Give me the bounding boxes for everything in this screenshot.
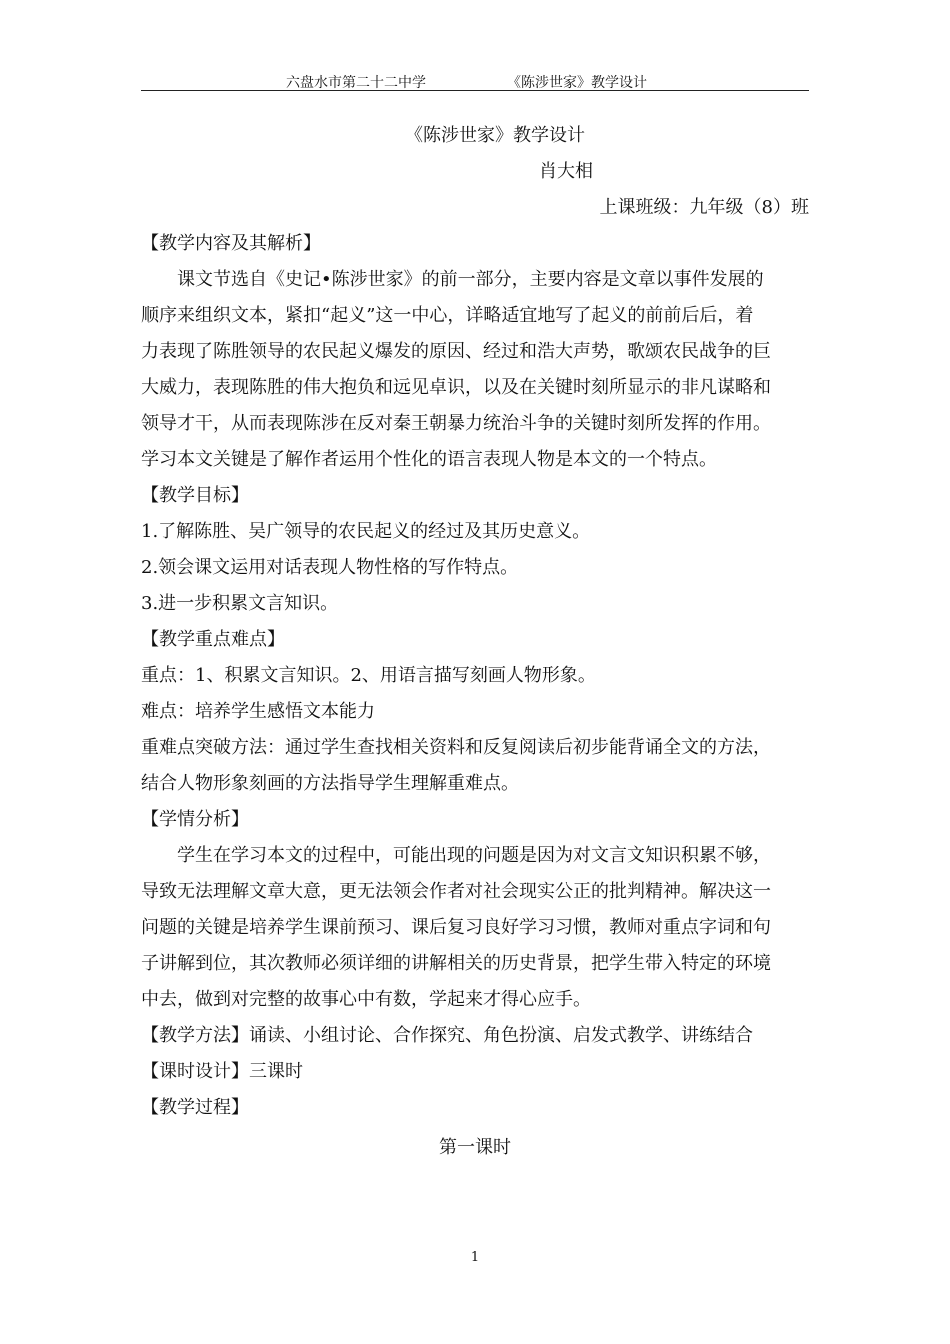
paragraph-line: 子讲解到位，其次教师必须详细的讲解相关的历史背景，把学生带入特定的环境	[141, 953, 771, 974]
paragraph-line: 领导才干，从而表现陈涉在反对秦王朝暴力统治斗争的关键时刻所发挥的作用。	[141, 413, 771, 434]
goal-item: 1.了解陈胜、吴广领导的农民起义的经过及其历史意义。	[141, 521, 591, 542]
page-number: 1	[470, 1250, 480, 1265]
header-school: 六盘水市第二十二中学	[286, 75, 426, 91]
paragraph-line: 问题的关键是培养学生课前预习、课后复习良好学习习惯，教师对重点字词和句	[141, 917, 771, 938]
lesson-design: 【课时设计】三课时	[141, 1061, 303, 1082]
page-header	[141, 72, 809, 91]
teaching-method: 【教学方法】诵读、小组讨论、合作探究、角色扮演、启发式教学、讲练结合	[141, 1025, 753, 1046]
paragraph-line: 顺序来组织文本，紧扣“起义”这一中心，详略适宜地写了起义的前前后后，着	[141, 305, 754, 326]
method-line: 重难点突破方法：通过学生查找相关资料和反复阅读后初步能背诵全文的方法，	[141, 737, 771, 758]
goal-item: 3.进一步积累文言知识。	[141, 593, 339, 614]
author: 肖大相	[539, 161, 593, 182]
section-heading-process: 【教学过程】	[141, 1097, 249, 1118]
section-heading-analysis: 【学情分析】	[141, 809, 249, 830]
paragraph-line: 导致无法理解文章大意，更无法领会作者对社会现实公正的批判精神。解决这一	[141, 881, 771, 902]
paragraph-line: 大威力，表现陈胜的伟大抱负和远见卓识，以及在关键时刻所显示的非凡谋略和	[141, 377, 771, 398]
paragraph-line: 学习本文关键是了解作者运用个性化的语言表现人物是本文的一个特点。	[141, 449, 717, 470]
section-heading-key-points: 【教学重点难点】	[141, 629, 285, 650]
section-heading-content: 【教学内容及其解析】	[141, 233, 321, 254]
document-title: 《陈涉世家》教学设计	[405, 125, 585, 146]
paragraph-line: 中去，做到对完整的故事心中有数，学起来才得心应手。	[141, 989, 591, 1010]
first-lesson-heading: 第一课时	[439, 1137, 511, 1158]
paragraph-line: 学生在学习本文的过程中，可能出现的问题是因为对文言文知识积累不够，	[177, 845, 771, 866]
header-doc-title: 《陈涉世家》教学设计	[507, 75, 647, 91]
paragraph-line: 课文节选自《史记•陈涉世家》的前一部分，主要内容是文章以事件发展的	[177, 269, 764, 290]
difficulty: 难点：培养学生感悟文本能力	[141, 701, 375, 722]
class-info: 上课班级：九年级（8）班	[599, 197, 809, 218]
method-line: 结合人物形象刻画的方法指导学生理解重难点。	[141, 773, 519, 794]
goal-item: 2.领会课文运用对话表现人物性格的写作特点。	[141, 557, 519, 578]
key-points: 重点：1、积累文言知识。2、用语言描写刻画人物形象。	[141, 665, 596, 686]
section-heading-goals: 【教学目标】	[141, 485, 249, 506]
document-body	[141, 118, 809, 1166]
paragraph-line: 力表现了陈胜领导的农民起义爆发的原因、经过和浩大声势，歌颂农民战争的巨	[141, 341, 771, 362]
